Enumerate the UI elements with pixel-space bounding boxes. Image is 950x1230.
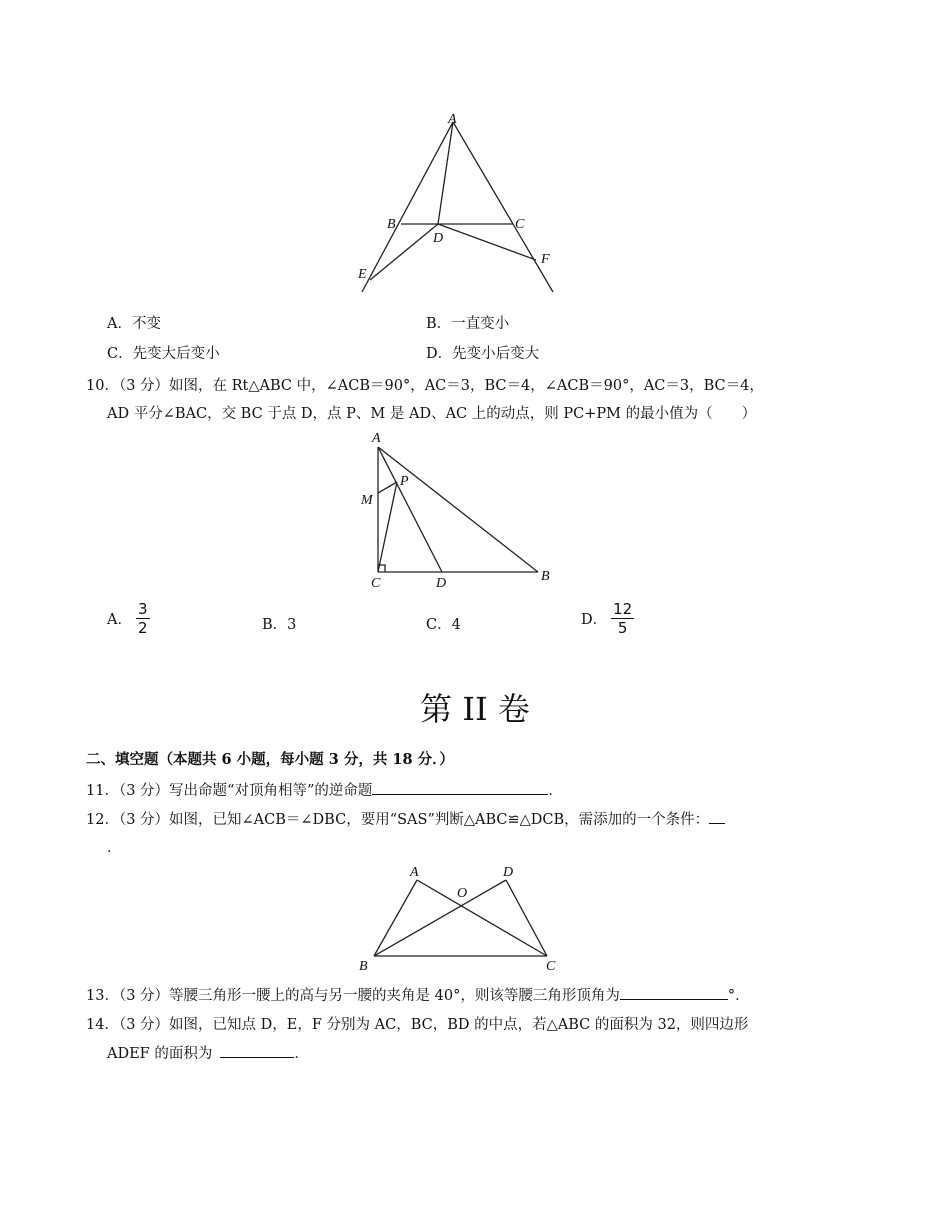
q9-label-a: A [448,112,457,127]
q9-option-a: A．不变 [107,316,161,332]
q10-label-a: A [372,431,381,446]
q9-option-d: D．先变小后变大 [426,346,540,362]
q13-question: 13．（3 分）等腰三角形一腰上的高与另一腰的夹角是 40°，则该等腰三角形顶角为 [86,988,620,1004]
q10-option-c: C．4 [426,617,461,633]
q14-text-line1: 14．（3 分）如图，已知点 D，E，F 分别为 AC，BC，BD 的中点，若△ABC 的面积为 32，则四边形 [86,1017,749,1033]
section-title: 第 II 卷 [420,690,530,728]
q10-label-p: P [400,474,409,489]
q10-text-line2: AD 平分∠BAC，交 BC 于点 D，点 P、M 是 AD、AC 上的动点，则 PC+PM 的最小值为（ ） [107,406,757,422]
q9-figure [350,108,570,303]
q13-answer-blank[interactable] [620,985,728,1000]
q10-option-b: B．3 [262,617,297,633]
q9-option-b: B．一直变小 [426,316,510,332]
q9-label-b: B [387,217,396,232]
q10-option-a-label: A． [107,612,132,628]
q10-option-a-denominator: 2 [137,619,148,637]
q11-answer-blank[interactable] [372,780,548,795]
q9-label-d: D [433,231,444,246]
q10-option-a [107,600,150,637]
q10-label-b: B [541,569,550,584]
q10-text-line1: 10．（3 分）如图，在 Rt△ABC 中，∠ACB＝90°，AC＝3，BC＝4，∠ACB＝90°，AC＝3，BC＝4， [86,378,764,394]
q12-label-c: C [546,959,556,974]
q12-answer-blank[interactable] [709,809,725,824]
q11-text [86,779,563,800]
q12-label-o: O [457,886,468,901]
q14-end: ． [294,1046,309,1062]
q12-text-line2: ． [107,840,122,856]
q12-figure [355,858,565,978]
q11-question: 11．（3 分）写出命题“对顶角相等”的逆命题 [86,783,373,799]
q9-label-c: C [515,217,525,232]
q13-text [86,984,750,1005]
q10-option-d [581,600,634,637]
q12-label-d: D [503,865,514,880]
q10-label-m: M [361,493,373,508]
q12-text-line1 [86,808,725,829]
q10-option-a-fraction [136,600,150,637]
q9-option-c: C．先变大后变小 [107,346,220,362]
q13-end: °． [727,988,750,1004]
q12-label-a: A [410,865,419,880]
q11-end: ． [548,783,563,799]
q10-option-d-fraction [611,600,634,637]
q14-question: ADEF 的面积为 [107,1046,213,1062]
q10-label-d: D [436,576,447,591]
q10-figure [355,425,565,595]
q9-label-e: E [358,267,367,282]
q14-text-line2 [107,1042,309,1063]
q10-option-a-numerator: 3 [137,600,148,618]
q10-label-c: C [371,576,381,591]
q10-option-d-denominator: 5 [617,619,628,637]
q12-label-b: B [359,959,368,974]
q9-label-f: F [541,252,550,267]
q12-question: 12．（3 分）如图，已知∠ACB＝∠DBC，要用“SAS”判断△ABC≌△DCB，需添加的一个条件： [86,812,710,828]
q14-answer-blank[interactable] [220,1043,294,1058]
q10-option-d-numerator: 12 [613,600,633,618]
section-heading: 二、填空题（本题共 6 小题，每小题 3 分，共 18 分．） [86,751,454,768]
q10-option-d-label: D． [581,612,608,628]
